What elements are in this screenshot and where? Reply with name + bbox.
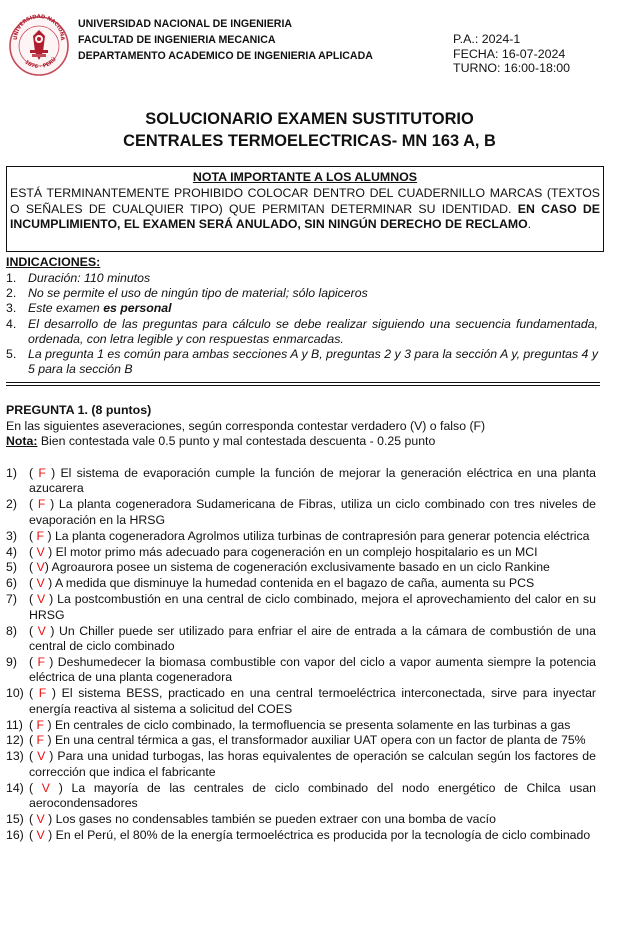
question-statement: ) Agroaurora posee un sistema de cogeneración exclusivamente basado en un ciclo Rankine xyxy=(44,560,550,575)
question-number: 6) xyxy=(6,576,17,591)
answer-mark: V xyxy=(36,544,45,559)
question-statement: ) El sistema de evaporación cumple la función de mejorar la generación eléctrica en una planta azucarera xyxy=(29,466,596,496)
answer-open-paren: ( xyxy=(29,497,38,512)
note-label: Nota: xyxy=(6,434,38,449)
question-statement: ) Un Chiller puede ser utilizado para enfriar el aire de entrada a la cámara de combustión de una central de ciclo combinado xyxy=(29,623,596,653)
question-statement: ) En una central térmica a gas, el transformador auxiliar UAT opera con un factor de planta de 75% xyxy=(44,733,586,748)
page-title: SOLUCIONARIO EXAMEN SUSTITUTORIO xyxy=(145,110,474,128)
indicacion-text xyxy=(28,301,598,316)
note-text: Bien contestada vale 0.5 punto y mal contestada descuenta - 0.25 punto xyxy=(37,434,436,449)
answer-open-paren: ( xyxy=(29,733,37,748)
question-number: 3) xyxy=(6,528,17,543)
svg-text:UNIVERSIDAD NACIONAL: UNIVERSIDAD NACIONA xyxy=(12,13,66,41)
pregunta-intro: En las siguientes aseveraciones, según corresponda contestar verdadero (V) o falso (F) xyxy=(6,419,486,433)
answer-mark: F xyxy=(37,654,45,669)
question-number: 13) xyxy=(6,749,24,764)
question-statement: ) El motor primo más adecuado para cogeneración en un complejo hospitalario es un MCI xyxy=(44,544,538,559)
answer-open-paren: ( xyxy=(29,827,37,842)
question-item xyxy=(6,497,596,528)
question-number: 10) xyxy=(6,686,24,701)
question-statement: ) La mayoría de las centrales de ciclo combinado del nodo energético de Chilca usan aerocondensadores xyxy=(29,780,597,811)
indicacion-number: 4. xyxy=(6,316,17,331)
indicacion-item xyxy=(6,347,598,377)
faculty-name: FACULTAD DE INGENIERIA MECANICA xyxy=(78,34,276,46)
question-statement: ) La planta cogeneradora Agrolmos utiliza turbinas de contrapresión para generar potencia eléctrica xyxy=(44,528,590,543)
notice-end: . xyxy=(527,217,532,232)
question-text xyxy=(29,781,596,812)
question-statement: ) Para una unidad turbogas, las horas equivalentes de operación se calculan según los factores de corrección que indica el fabricante xyxy=(29,749,596,779)
question-item xyxy=(6,560,596,575)
answer-open-paren: ( xyxy=(29,811,37,826)
question-item xyxy=(6,828,596,843)
indicacion-item xyxy=(6,301,598,316)
answer-open-paren: ( xyxy=(29,544,37,559)
answer-mark: F xyxy=(36,733,45,748)
question-item xyxy=(6,576,596,591)
question-number: 16) xyxy=(6,827,24,842)
question-statement: ) A medida que disminuye la humedad contenida en el bagazo de caña, aumenta su PCS xyxy=(44,576,535,591)
question-statement: ) La postcombustión en una central de ciclo combinado, mejora el aprovechamiento del calor en su HRSG xyxy=(29,592,596,622)
question-number: 2) xyxy=(6,497,17,512)
question-item xyxy=(6,592,596,623)
indicacion-text-main: El desarrollo de las preguntas para cálculo se debe realizar siguiendo una secuencia fundamentada, ordenada, con letra legible y con respuestas enmarcadas. xyxy=(28,316,598,346)
question-text xyxy=(29,545,596,560)
question-text xyxy=(29,466,596,497)
indicacion-number: 2. xyxy=(6,286,17,301)
question-text xyxy=(29,733,596,748)
question-item xyxy=(6,545,596,560)
indicacion-text xyxy=(28,317,598,347)
answer-mark: F xyxy=(37,497,46,512)
question-text xyxy=(29,828,596,843)
notice-heading: NOTA IMPORTANTE A LOS ALUMNOS xyxy=(192,170,418,184)
question-item xyxy=(6,655,596,686)
indicacion-text-main: La pregunta 1 es común para ambas secciones A y B, preguntas 2 y 3 para la sección A y, preguntas 4 y 5 para la sección B xyxy=(28,347,598,377)
answer-mark: V xyxy=(37,623,46,638)
question-text xyxy=(29,592,596,623)
answer-open-paren: ( xyxy=(29,717,37,732)
indicacion-text xyxy=(28,286,598,301)
department-name: DEPARTAMENTO ACADEMICO DE INGENIERIA APLICADA xyxy=(78,50,373,62)
indicaciones-list xyxy=(6,271,598,377)
question-number: 1) xyxy=(6,466,17,480)
question-statement: ) Deshumedecer la biomasa combustible con vapor del ciclo a vapor aumenta siempre la potencia eléctrica de una planta cogeneradora xyxy=(29,654,596,685)
question-item xyxy=(6,686,596,717)
answer-open-paren: ( xyxy=(29,654,38,669)
pregunta-note xyxy=(6,434,604,449)
question-item xyxy=(6,718,596,733)
question-text xyxy=(29,624,596,655)
question-text xyxy=(29,718,596,733)
indicacion-item xyxy=(6,286,598,301)
page-subtitle: CENTRALES TERMOELECTRICAS- MN 163 A, B xyxy=(123,132,496,150)
answer-mark: V xyxy=(36,576,45,591)
question-item xyxy=(6,624,596,655)
question-text xyxy=(29,812,596,827)
indicacion-text-main: No se permite el uso de ningún tipo de material; sólo lapiceros xyxy=(28,286,368,301)
answer-mark: F xyxy=(36,717,45,732)
notice-box xyxy=(6,166,604,252)
question-statement: ) En centrales de ciclo combinado, la termofluencia se presenta solamente en las turbinas a gas xyxy=(44,717,571,732)
answer-mark: V xyxy=(36,811,45,826)
question-item xyxy=(6,781,596,812)
answer-open-paren: ( xyxy=(29,528,37,543)
answer-mark: F xyxy=(36,528,45,543)
answer-mark: F xyxy=(38,466,46,480)
indicacion-text xyxy=(28,347,598,377)
question-number: 7) xyxy=(6,592,17,607)
answer-open-paren: ( xyxy=(29,592,38,607)
answer-mark: F xyxy=(38,686,47,701)
indicacion-text-bold: es personal xyxy=(103,301,172,316)
indicacion-item xyxy=(6,317,598,347)
indicacion-number: 3. xyxy=(6,301,17,316)
divider-line xyxy=(6,382,600,383)
svg-text:1876 · PERÚ: 1876 · PERÚ xyxy=(23,56,58,71)
exam-shift: TURNO: 16:00-18:00 xyxy=(453,61,571,76)
exam-meta xyxy=(453,32,570,76)
indicacion-text xyxy=(28,271,598,286)
question-item xyxy=(6,733,596,748)
university-name: UNIVERSIDAD NACIONAL DE INGENIERIA xyxy=(78,18,293,30)
question-number: 12) xyxy=(6,733,24,748)
question-statement: ) En el Perú, el 80% de la energía termoeléctrica es producida por la tecnología de ciclo combinado xyxy=(44,827,591,842)
divider-line xyxy=(6,385,600,386)
answer-open-paren: ( xyxy=(29,686,39,701)
question-number: 15) xyxy=(6,811,24,826)
question-text xyxy=(29,560,596,575)
answer-open-paren: ( xyxy=(29,623,38,638)
question-number: 8) xyxy=(6,623,17,638)
answer-open-paren: ( xyxy=(29,749,38,764)
question-text xyxy=(29,655,596,686)
institution-block xyxy=(78,16,373,64)
indicaciones-heading: INDICACIONES: xyxy=(6,255,101,269)
answer-open-paren: ( xyxy=(29,576,37,591)
question-number: 5) xyxy=(6,560,17,575)
indicacion-item xyxy=(6,271,598,286)
question-item xyxy=(6,529,596,544)
notice-body xyxy=(10,186,600,233)
question-statement: ) El sistema BESS, practicado en una central termoeléctrica interconectada, sirve para inyectar energía reactiva al sistema a solicitud del COES xyxy=(29,686,597,716)
question-item xyxy=(6,812,596,827)
exam-date: FECHA: 16-07-2024 xyxy=(453,46,566,61)
pregunta-heading: PREGUNTA 1. (8 puntos) xyxy=(6,403,152,417)
question-list xyxy=(6,466,596,844)
indicacion-text-main: Duración: 110 minutos xyxy=(28,271,151,285)
question-number: 4) xyxy=(6,544,17,559)
question-number: 9) xyxy=(6,654,17,669)
question-text xyxy=(29,749,596,780)
question-number: 14) xyxy=(6,780,24,795)
answer-mark: V xyxy=(36,827,45,842)
pregunta-intro-block xyxy=(6,419,604,450)
question-statement: ) Los gases no condensables también se pueden extraer con una bomba de vacío xyxy=(44,811,496,826)
question-item xyxy=(6,749,596,780)
answer-mark: V xyxy=(41,780,50,795)
notice-text: ESTÁ TERMINANTEMENTE PROHIBIDO COLOCAR DENTRO DEL CUADERNILLO MARCAS (TEXTOS O SEÑALES DE CUALQUIER TIPO) QUE PERMITAN DETERMINAR SU IDENTIDAD. xyxy=(10,186,600,216)
question-statement: ) La planta cogeneradora Sudamericana de Fibras, utiliza un ciclo combinado con tres niveles de evaporación en la HRSG xyxy=(29,497,597,527)
answer-open-paren: ( xyxy=(29,466,39,480)
indicacion-number: 1. xyxy=(6,271,17,285)
question-text xyxy=(29,576,596,591)
question-item xyxy=(6,466,596,497)
question-text xyxy=(29,497,596,528)
indicacion-number: 5. xyxy=(6,347,17,362)
answer-mark: V xyxy=(37,749,46,764)
academic-period: P.A.: 2024-1 xyxy=(453,32,521,46)
question-text xyxy=(29,529,596,544)
question-text xyxy=(29,686,596,717)
answer-mark: V xyxy=(36,560,45,575)
indicacion-text-main: Este examen xyxy=(28,301,104,316)
university-seal-logo xyxy=(8,6,70,90)
answer-open-paren: ( xyxy=(29,780,42,795)
notice-warning: EN CASO DE INCUMPLIMIENTO, EL EXAMEN SERÁ ANULADO, SIN NINGÚN DERECHO DE RECLAMO xyxy=(10,201,601,232)
question-number: 11) xyxy=(6,717,23,732)
answer-mark: V xyxy=(37,592,46,607)
answer-open-paren: ( xyxy=(29,560,37,575)
